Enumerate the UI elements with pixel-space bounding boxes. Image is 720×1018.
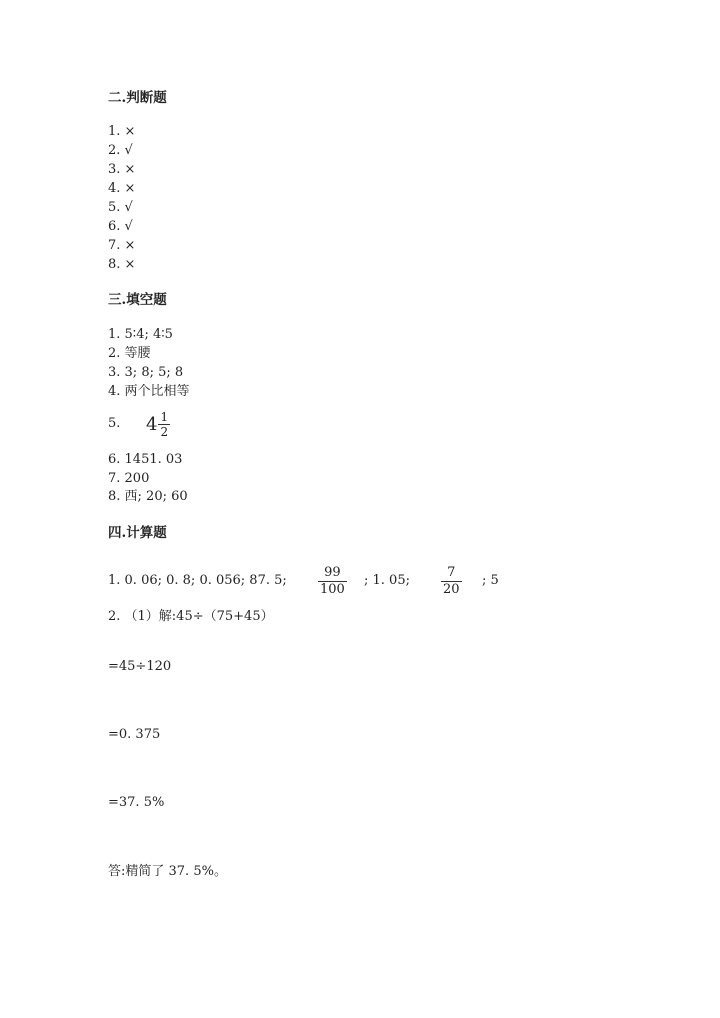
calc-step: =45÷120 — [108, 659, 172, 674]
section-heading-fill-blank: 三.填空题 — [108, 292, 167, 308]
judgment-item: 6. √ — [108, 219, 133, 234]
calc-line-2: 2. （1）解:45÷（75+45） — [108, 609, 274, 624]
mixed-number — [146, 411, 170, 438]
section-heading-calculation: 四.计算题 — [108, 525, 167, 541]
fraction-numerator: 1 — [160, 410, 169, 424]
fill-blank-item: 7. 200 — [108, 471, 150, 486]
fraction-numerator: 7 — [447, 565, 456, 580]
fill-blank-item-label: 5. — [108, 416, 121, 431]
calc-line-1-part-c: ; 5 — [482, 573, 499, 588]
judgment-item: 5. √ — [108, 200, 133, 215]
fill-blank-item: 1. 5∶4; 4∶5 — [108, 327, 173, 342]
fill-blank-item: 6. 1451. 03 — [108, 452, 183, 467]
judgment-item: 1. × — [108, 124, 136, 139]
calc-step: =37. 5% — [108, 795, 165, 810]
fill-blank-item: 3. 3; 8; 5; 8 — [108, 365, 184, 380]
judgment-item: 8. × — [108, 257, 136, 272]
section-heading-judgment: 二.判断题 — [108, 90, 167, 106]
fraction-denominator: 100 — [320, 582, 345, 597]
judgment-item: 2. √ — [108, 143, 133, 158]
fraction-denominator: 20 — [443, 582, 460, 597]
fill-blank-item: 8. 西; 20; 60 — [108, 489, 188, 504]
calc-line-1-part-a: 1. 0. 06; 0. 8; 0. 056; 87. 5; — [108, 573, 287, 588]
mixed-number-whole: 4 — [146, 413, 158, 435]
fraction-7-20 — [441, 566, 462, 597]
fraction-numerator: 99 — [324, 565, 341, 580]
judgment-item: 3. × — [108, 162, 136, 177]
judgment-item: 7. × — [108, 238, 136, 253]
fill-blank-item: 2. 等腰 — [108, 346, 151, 361]
fraction-99-100 — [318, 566, 347, 597]
calc-step: =0. 375 — [108, 727, 161, 742]
mixed-number-fraction — [158, 411, 170, 438]
calc-answer: 答:精简了 37. 5%。 — [108, 864, 227, 879]
fill-blank-item: 4. 两个比相等 — [108, 384, 190, 399]
fraction-denominator: 2 — [160, 425, 169, 439]
judgment-item: 4. × — [108, 181, 136, 196]
calc-line-1-part-b: ; 1. 05; — [364, 573, 410, 588]
